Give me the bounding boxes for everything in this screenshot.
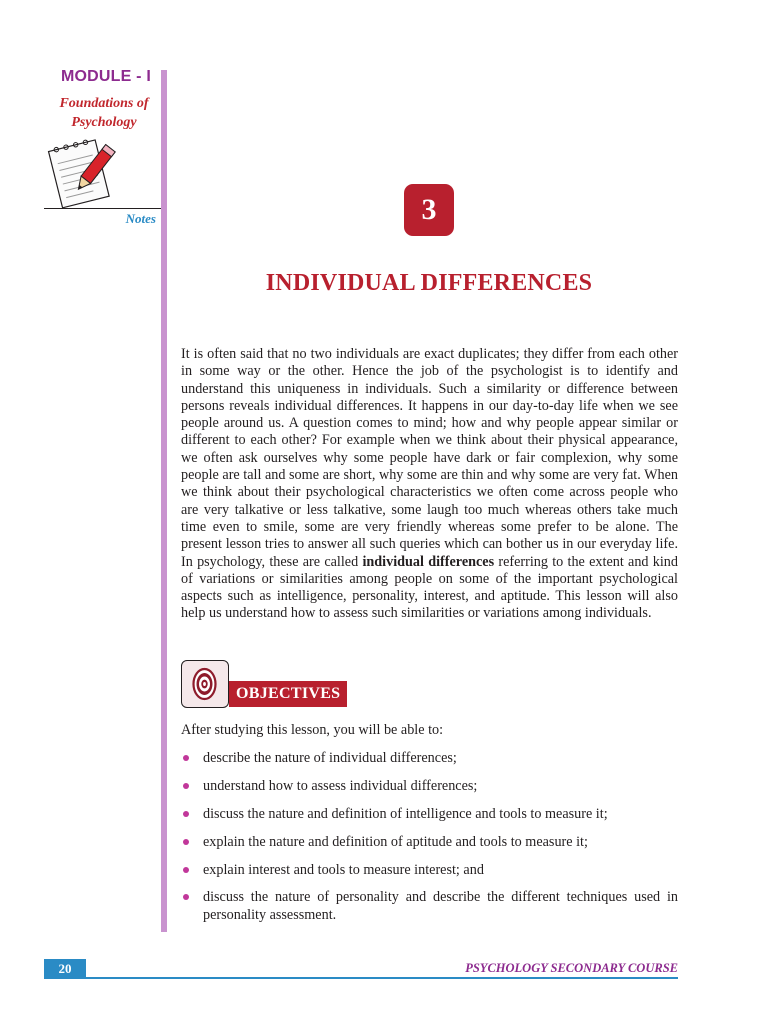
notes-rule [44, 208, 161, 209]
list-item [181, 862, 678, 879]
list-item-text: explain the nature and definition of aptitude and tools to measure it; [203, 833, 588, 850]
footer-rule [44, 977, 678, 979]
objectives-intro: After studying this lesson, you will be able to: [181, 722, 444, 738]
course-title: PSYCHOLOGY SECONDARY COURSE [465, 961, 678, 975]
target-icon [182, 661, 227, 706]
page-number: 20 [44, 959, 86, 979]
list-item-text: explain interest and tools to measure interest; and [203, 861, 484, 878]
list-item-text: discuss the nature and definition of intelligence and tools to measure it; [203, 805, 608, 822]
module-subtitle [46, 94, 162, 132]
list-item [181, 806, 678, 823]
list-item-text: describe the nature of individual differences; [203, 750, 457, 766]
objectives-target-icon [181, 660, 229, 708]
list-item [181, 834, 678, 851]
list-item [181, 778, 678, 795]
objectives-list [181, 750, 678, 935]
bullet-icon [183, 811, 189, 817]
bullet-icon [183, 894, 189, 900]
module-label: MODULE - I [61, 68, 151, 85]
intro-text-end: referring to the extent and kind of variations or similarities among people on some of the important psychological aspects such as intelligence, personality, interest, and aptitude. This lesson will also help us understand how to assess such similarities or variations among individuals. [181, 553, 678, 622]
chapter-number-badge: 3 [404, 184, 454, 236]
bullet-icon [183, 755, 189, 761]
bullet-icon [183, 839, 189, 845]
list-item-text: understand how to assess individual differences; [203, 777, 478, 794]
notes-label: Notes [125, 211, 156, 226]
module-subtitle-line2: Psychology [71, 115, 137, 130]
module-subtitle-line1: Foundations of [59, 96, 149, 111]
list-item [181, 750, 678, 767]
intro-bold-term: individual differences [362, 553, 495, 570]
intro-paragraph [181, 346, 678, 623]
objectives-heading: OBJECTIVES [229, 681, 347, 707]
list-item [181, 889, 678, 924]
chapter-title: INDIVIDUAL DIFFERENCES [265, 270, 593, 296]
notepad-pencil-icon [44, 130, 124, 210]
intro-text-start: It is often said that no two individuals are exact duplicates; they differ from each other in some way or the other. Hence the job of the psychologist is to identify and understand this uniqueness in individuals. Such a similarity or difference between persons reveals individual differences. It happens in our day-to-day life when we see people around us. A question comes to mind; how and why people appear similar or different to each other? For example when we think about their physical appearance, we often ask ourselves why some people have dark or fair complexion, why some people are tall and some are short, why some are thin and why some are very fat. When we think about their psychological characteristics we often come across people who are very talkative or less talkative, some laugh too much whereas others take much time even to smile, some are very friendly whereas some prefer to be alone. The present lesson tries to answer all such queries which can bother us in our everyday life. In psychology, these are called [181, 346, 678, 570]
list-item-text: discuss the nature of personality and describe the different techniques used in personality assessment. [203, 889, 678, 923]
bullet-icon [183, 867, 189, 873]
bullet-icon [183, 783, 189, 789]
sidebar-divider [161, 70, 167, 932]
